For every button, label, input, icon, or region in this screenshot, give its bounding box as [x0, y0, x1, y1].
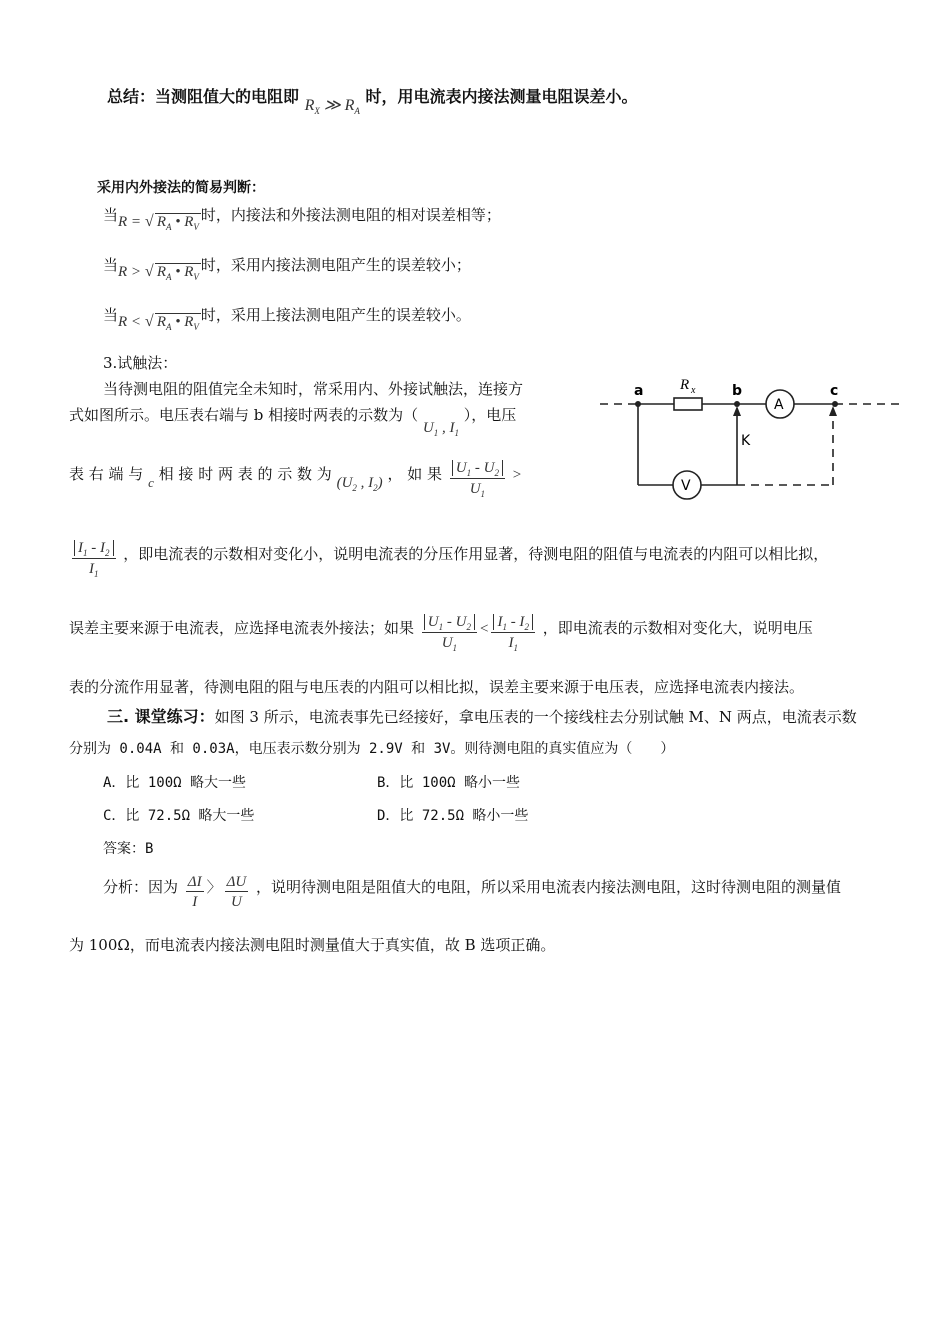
node-c-dot [832, 401, 838, 407]
formula-r-lt-sqrt: R < √ $R_A$ • $R_V$ [118, 313, 199, 332]
trial-p2a: 式如图所示。电压表右端与 b 相接时两表的示数为（ [69, 406, 419, 424]
analysis-a: 分析：因为 [103, 878, 179, 896]
formula-frac-du-u1: $\frac{U_1 - U_2}{U_1}$ [450, 460, 505, 499]
trial-p3 [69, 460, 521, 499]
trial-p6: 表的分流作用显著，待测电阻的阻与电压表的内阻可以相比拟，误差主要来源于电压表，应选择电流表内接法。 [69, 678, 805, 696]
formula-u1-i1: $U_1$ , $I_1$ [422, 420, 460, 438]
option-a: A．比 100Ω 略大一些 [103, 775, 247, 791]
line2-tail: 时，采用内接法测电阻产生的误差较小； [200, 256, 471, 274]
formula-r-eq-sqrt: R = √ $R_A$ • $R_V$ [118, 213, 199, 232]
trial-p4-text: ，即电流表的示数相对变化小，说明电流表的分压作用显著，待测电阻的阻值与电流表的内阻可以相比拟， [123, 545, 829, 563]
formula-u2-i2: ($U_2$ , $I_2$) [336, 475, 383, 493]
summary-line [107, 84, 638, 116]
formula-frac-du-u1-b: $\frac{U_1 - U_2}{U_1}$ [422, 614, 477, 653]
analysis-b: ，说明待测电阻是阻值大的电阻，所以采用电流表内接法测电阻，这时待测电阻的测量值 [256, 878, 842, 896]
node-b-dot [734, 401, 740, 407]
trial-p3b: 相 接 时 两 表 的 示 数 为 [158, 465, 332, 483]
option-d: D．比 72.5Ω 略小一些 [377, 808, 529, 824]
summary-lead: 总结：当测阻值大的电阻即 [107, 87, 300, 106]
formula-frac-di-i: $\frac{\Delta I}{I}$ [187, 874, 202, 910]
resistor-sub-label: x [691, 385, 696, 396]
trial-p2b: ），电压 [463, 406, 517, 424]
option-b: B．比 100Ω 略小一些 [377, 775, 521, 791]
trial-p2 [69, 404, 516, 438]
judgement-line-3 [103, 304, 471, 332]
formula-frac-du-u: $\frac{\Delta U}{U}$ [226, 874, 247, 910]
formula-c: c [148, 475, 154, 490]
when-label: 当 [103, 306, 119, 324]
formula-r-gt-sqrt: R > √ $R_A$ • $R_V$ [118, 263, 199, 282]
angle-gt: 〉 [206, 880, 222, 896]
trial-heading: 3.试触法： [103, 354, 178, 372]
exercise-q1: 如图 3 所示，电流表事先已经接好，拿电压表的一个接线柱去分别试触 M、N 两点，电流表示数 [214, 708, 857, 726]
node-a-label: a [634, 383, 644, 399]
resistor-rx [674, 398, 702, 410]
exercise-heading: 三. 课堂练习： [107, 707, 215, 726]
analysis-line-1 [103, 874, 841, 911]
analysis-line-2: 为 100Ω，而电流表内接法测电阻时测量值大于真实值，故 B 选项正确。 [69, 936, 556, 954]
switch-label: K [741, 433, 751, 449]
summary-tail: 时，用电流表内接法测量电阻误差小。 [365, 87, 638, 106]
option-c: C．比 72.5Ω 略大一些 [103, 808, 255, 824]
node-c-label: c [830, 383, 839, 399]
line3-tail: 时，采用上接法测电阻产生的误差较小。 [200, 306, 471, 324]
trial-p5b: ，即电流表的示数相对变化大，说明电压 [542, 619, 813, 637]
trial-p5 [69, 614, 813, 653]
trial-p4 [69, 540, 828, 579]
formula-frac-di-i1: $\frac{I_1 - I_2}{I_1}$ [72, 540, 116, 579]
when-label: 当 [103, 256, 119, 274]
switch-arrow-b [733, 406, 741, 416]
exercise-line-1 [107, 704, 857, 727]
gt-sign: > [512, 467, 522, 483]
formula-frac-di-i1-b: $\frac{I_1 - I_2}{I_1}$ [491, 614, 535, 653]
formula-rx-gg-ra: $R_X$ ≫ $R_A$ [304, 97, 360, 116]
voltmeter-label: V [681, 478, 691, 494]
judgement-line-1 [103, 204, 501, 232]
exercise-q2: 分别为 0.04A 和 0.03A，电压表示数分别为 2.9V 和 3V。则待测电阻的真实值应为（ ） [69, 741, 675, 757]
circuit-diagram [600, 375, 900, 505]
node-a-dot [635, 401, 641, 407]
resistor-label: R [680, 377, 690, 393]
when-label: 当 [103, 206, 119, 224]
lt-sign: < [479, 621, 489, 637]
judgement-line-2 [103, 254, 471, 282]
answer-line: 答案：B [103, 841, 154, 857]
switch-arrow-c [829, 406, 837, 416]
judgement-heading: 采用内外接法的简易判断： [97, 180, 265, 196]
trial-p3a: 表 右 端 与 [69, 465, 144, 483]
trial-p1: 当待测电阻的阻值完全未知时，常采用内、外接试触法，连接方 [103, 380, 524, 398]
trial-p3c: ， 如 果 [387, 465, 442, 483]
line1-tail: 时，内接法和外接法测电阻的相对误差相等； [200, 206, 501, 224]
node-b-label: b [732, 383, 743, 399]
trial-p5a: 误差主要来源于电流表，应选择电流表外接法；如果 [69, 619, 415, 637]
ammeter-label: A [774, 397, 784, 413]
